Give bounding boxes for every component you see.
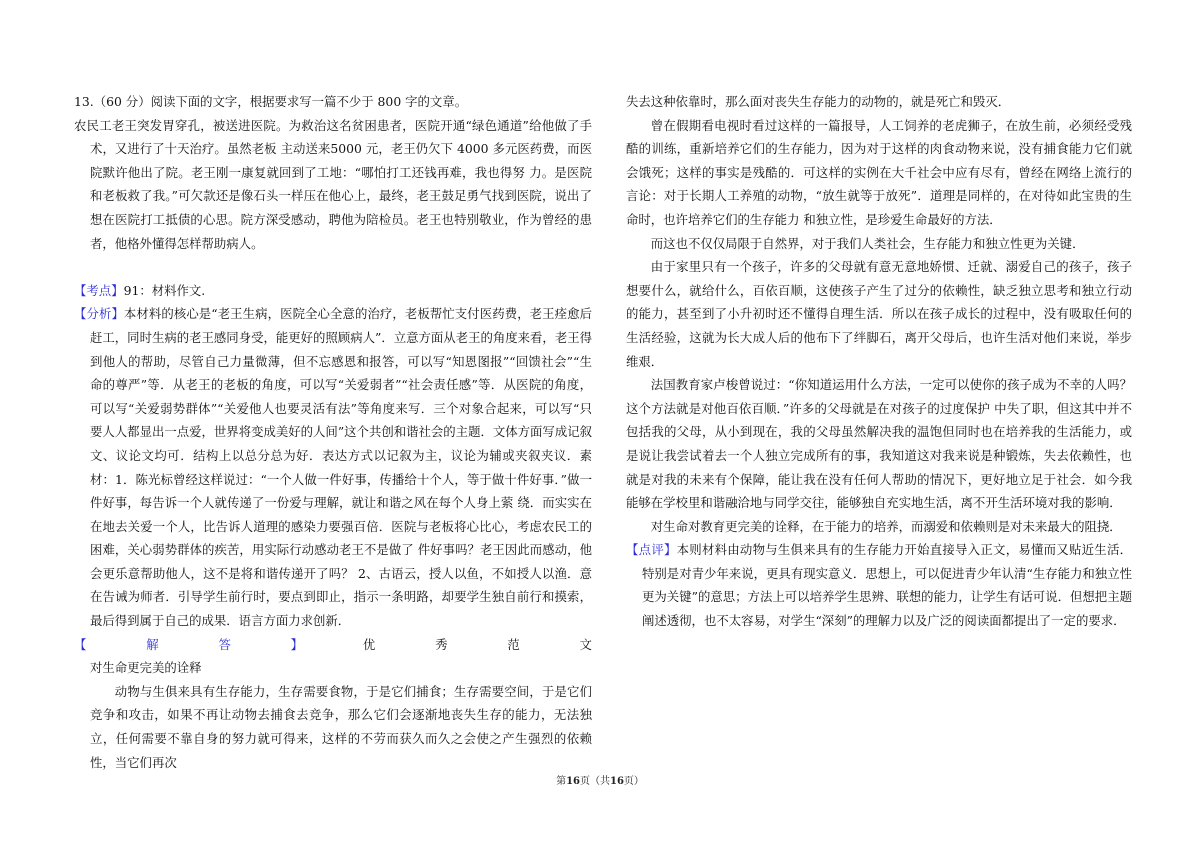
kaodian-text: 91：材料作文.	[123, 282, 206, 298]
jieda-char: 秀	[435, 636, 448, 652]
dianping-text: 本则材料由动物与生俱来具有的生存能力开始直接导入正文，易懂而又贴近生活．特别是对青少年来说，更具有现实意义．思想上，可以促进青少年认清“生存能力和独立性更为关键”的意思；方法上可以培养学生思辨、联想的能力，让学生有话可说．但想把主题阐述透彻，也不太容易，对学生“深刻”的理解力以及广泛的阅读面都提出了一定的要求．	[642, 542, 1133, 629]
jieda-char: 【	[74, 636, 87, 652]
footer-prefix: 第	[556, 776, 567, 787]
jieda-heading	[74, 633, 592, 657]
footer-middle: 页（共	[580, 776, 610, 787]
essay-paragraph: 曾在假期看电视时看过这样的一篇报导，人工饲养的老虎狮子，在放生前，必须经受残酷的训练，重新培养它们的生存能力，因为对于这样的肉食动物来说，没有捕食能力它们就会饿死；这样的事实是残酷的．可这样的实例在大千社会中应有尽有，曾经在网络上流行的言论：对于长期人工养殖的动物，“放生就等于放死”．道理是同样的，在对待如此宝贵的生命时，也许培养它们的生存能力 和独立性，是珍爱生命最好的方法．	[626, 117, 1132, 227]
dianping-section	[626, 538, 1132, 632]
question-heading: 13.（60 分）阅读下面的文字，根据要求写一篇不少于 800 字的文章。	[74, 94, 468, 109]
jieda-char: 优	[362, 636, 376, 652]
footer-page-number: 16	[566, 776, 580, 787]
essay-title: 对生命更完美的诠释	[90, 660, 202, 676]
fenxi-section	[74, 302, 592, 632]
left-column	[74, 90, 592, 774]
essay-paragraph: 而这也不仅仅局限于自然界，对于我们人类社会，生存能力和独立性更为关键．	[650, 235, 1085, 251]
essay-paragraph: 法国教育家卢梭曾说过：“你知道运用什么方法，一定可以使你的孩子成为不幸的人吗？这个方法就是对他百依百顺．”许多的父母就是在对孩子的过度保护 中失了职，但这其中并不包括我的父母，从小到现在，我的父母虽然解决我的温饱但同时也在培养我的生活能力，或是说让我尝试着去一个人独立完成所有的事，我知道这对我来说是种锻炼，失去依赖性，也就是对我的未来有个保障，能让我在没有任何人帮助的情况下，更好地立足于社会．如今我能够在学校里和谐融洽地与同学交往，能够独自充实地生活，离不开生活环境对我的影响．	[626, 377, 1132, 511]
question-material: 农民工老王突发胃穿孔，被送进医院。为救治这名贫困患者，医院开通“绿色通道”给他做了手术，又进行了十天治疗。虽然老板 主动送来5000 元，老王仍欠下 4000 多元医药费，而医院默许他出了院。老王刚一康复就回到了工地：“哪怕打工还钱再难，我也得努 力。是医院和老板救了我。”可欠款还是像石头一样压在他心上，最终，老王鼓足勇气找到医院，说出了想在医院打工抵债的心思。院方深受感动，聘他为陪检员。老王也特别敬业，作为曾经的患者，他格外懂得怎样帮助病人。	[74, 117, 592, 251]
jieda-char: 】	[290, 636, 304, 652]
fenxi-text: 本材料的核心是“老王生病，医院全心全意的治疗，老板帮忙支付医药费，老王痊愈后赶工，同时生病的老王感同身受，能更好的照顾病人”．立意方面从老王的角度来看，老王得到他人的帮助，尽管自己力量微薄，但不忘感恩和报答，可以写“知恩图报”“回馈社会”“生命的尊严”等．从老王的老板的角度，可以写“关爱弱者”“社会责任感”等．从医院的角度，可以写“关爱弱势群体”“关爱他人也要灵活有法”等角度来写．三个对象合起来，可以写“只要人人都显出一点爱，世界将变成美好的人间”这个共创和谐社会的主题．文体方面写成记叙文、议论文均可．结构上以总分总为好．表达方式以记叙为主，议论为辅或夹叙夹议．素材：1．陈光标曾经这样说过：“一个人做一件好事，传播给十个人，等于做十件好事．”做一件好事，每告诉一个人就传递了一份爱与理解，就让和谐之风在每个人身上萦 绕．而实实在在地去关爱一个人，比告诉人道理的感染力要强百倍．医院与老板将心比心，考虑农民工的困难，关心弱势群体的疾苦，用实际行动感动老王不是做了 件好事吗？老王因此而感动，他会更乐意帮助他人，这不是将和谐传递开了吗？ 2、古语云，授人以鱼，不如授人以渔．意在告诫为师者．引导学生前行时，要点到即止，指示一条明路，却要学生独自前行和摸索，最后得到属于自己的成果．语言方面力求创新．	[90, 306, 592, 629]
jieda-char: 解	[146, 636, 159, 652]
page-footer	[0, 772, 1200, 787]
essay-paragraph: 动物与生俱来具有生存能力，生存需要食物，于是它们捕食；生存需要空间，于是它们竞争和攻击，如果不再让动物去捕食去竞争，那么它们会逐渐地丧失生存的能力，无法独立，任何需要不靠自身的努力就可得来，这样的不劳而获久而久之会使之产生强烈的依赖性，当它们再次	[90, 683, 592, 770]
spacer	[74, 255, 592, 279]
jieda-char: 答	[218, 636, 231, 652]
fenxi-tag: 【分析】	[74, 306, 124, 322]
footer-suffix: 页）	[623, 776, 644, 787]
right-column	[626, 90, 1132, 633]
kaodian-section	[74, 279, 592, 303]
kaodian-tag: 【考点】	[74, 282, 124, 298]
dianping-tag: 【点评】	[626, 542, 677, 558]
jieda-char: 范	[507, 636, 520, 652]
jieda-char: 文	[579, 636, 592, 652]
essay-paragraph: 由于家里只有一个孩子，许多的父母就有意无意地娇惯、迁就、溺爱自己的孩子，孩子想要什么，就给什么，百依百顺，这使孩子产生了过分的依赖性，缺乏独立思考和独立行动的能力，甚至到了小升初时还不懂得自理生活．所以在孩子成长的过程中，没有吸取任何的生活经验，这就为长大成人后的他布下了绊脚石，离开父母后，也许生活对他们来说，举步维艰．	[626, 259, 1132, 369]
essay-paragraph: 失去这种依靠时，那么面对丧失生存能力的动物的，就是死亡和毁灭．	[626, 94, 1011, 109]
footer-total-pages: 16	[610, 776, 624, 787]
essay-paragraph: 对生命对教育更完美的诠释，在于能力的培养，而溺爱和依赖则是对未来最大的阻挠．	[650, 518, 1122, 534]
